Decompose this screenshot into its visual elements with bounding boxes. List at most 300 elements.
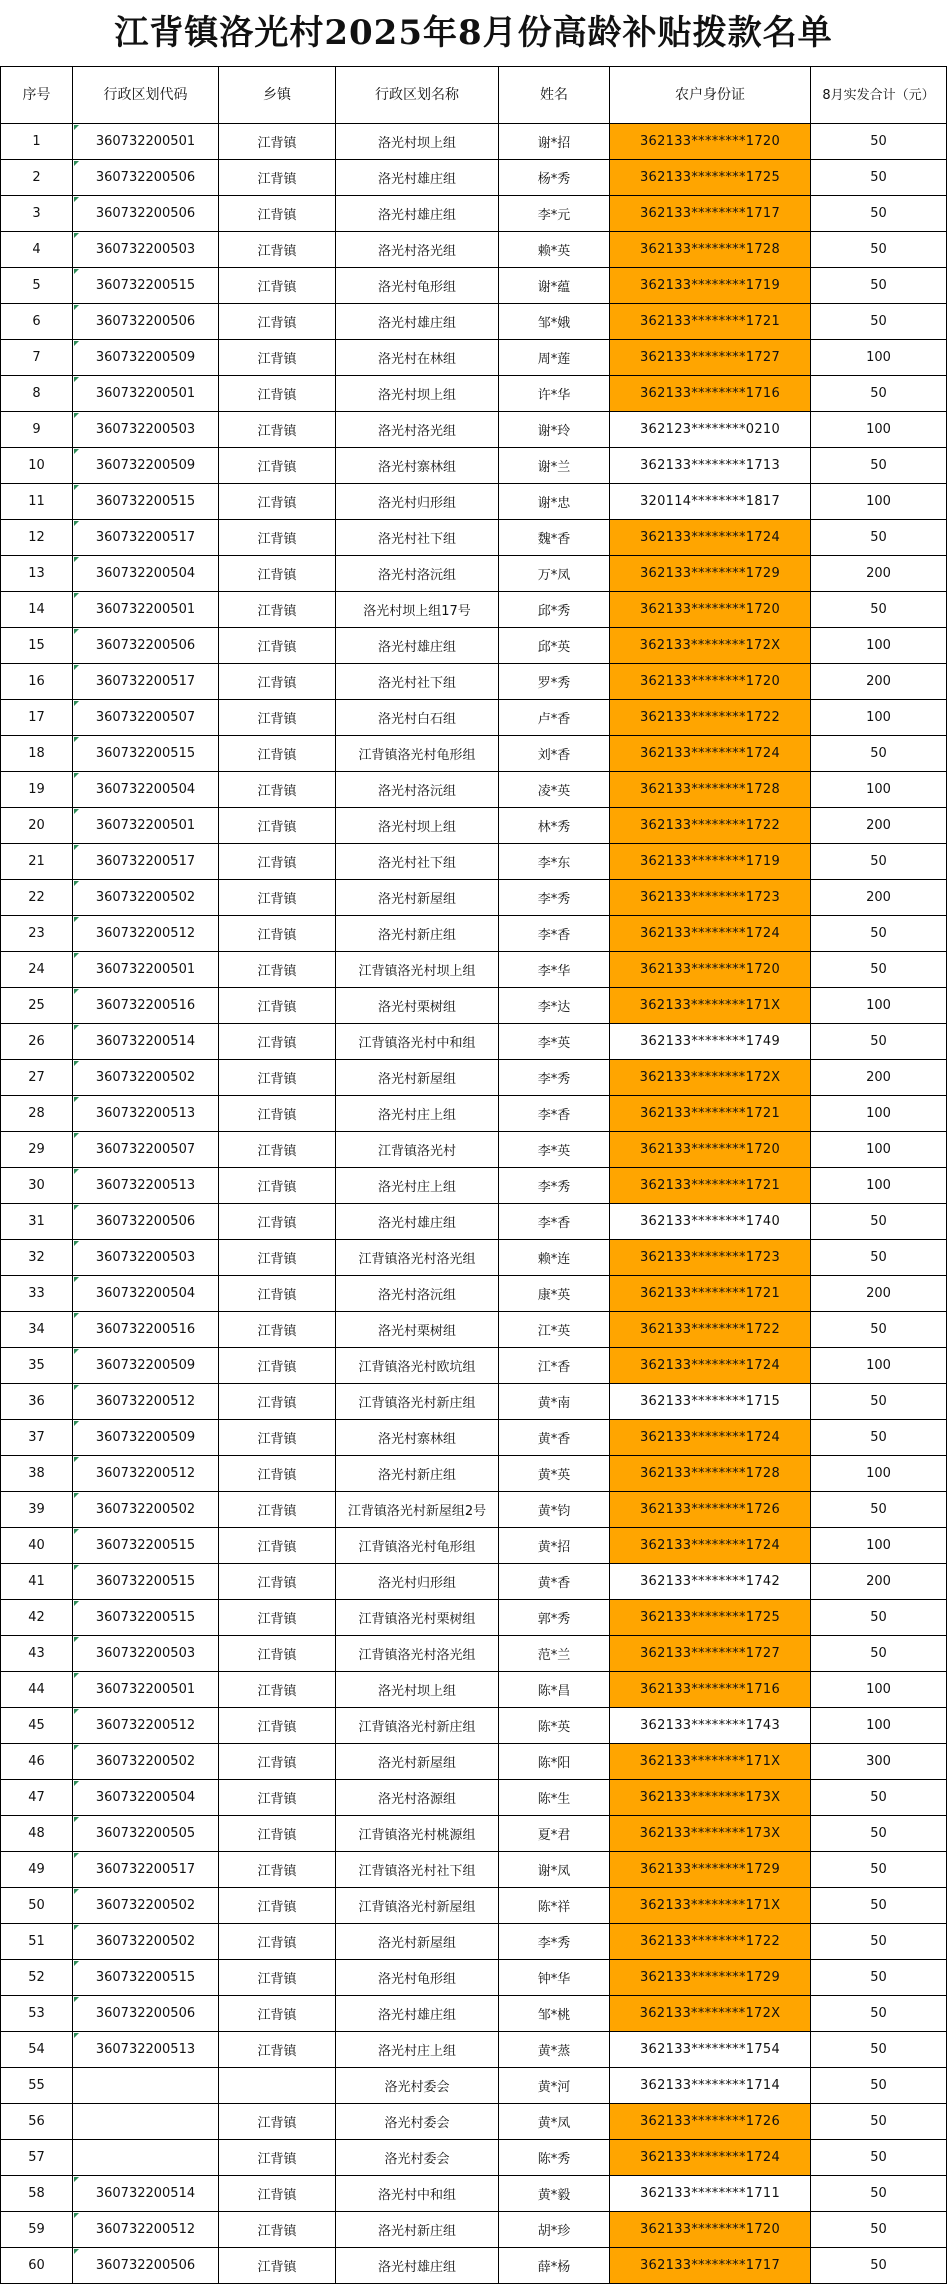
cell-region-name: 洛光村庄上组 <box>336 1168 499 1204</box>
table-row <box>1 1384 947 1420</box>
cell-index: 50 <box>1 1888 73 1924</box>
cell-id-card: 362133********1713 <box>610 448 811 484</box>
table-row <box>1 556 947 592</box>
cell-index: 41 <box>1 1564 73 1600</box>
cell-amount: 50 <box>811 1240 947 1276</box>
header-amount: 8月实发合计（元） <box>811 67 947 124</box>
table-row <box>1 1060 947 1096</box>
cell-town: 江背镇 <box>219 1780 336 1816</box>
cell-region-name: 洛光村洛源组 <box>336 1780 499 1816</box>
cell-name: 陈*阳 <box>499 1744 610 1780</box>
cell-amount: 50 <box>811 376 947 412</box>
cell-amount: 50 <box>811 1600 947 1636</box>
table-row <box>1 376 947 412</box>
table-row <box>1 196 947 232</box>
cell-name: 黄*钧 <box>499 1492 610 1528</box>
cell-region-name: 洛光村庄上组 <box>336 1096 499 1132</box>
cell-amount: 100 <box>811 1096 947 1132</box>
cell-town: 江背镇 <box>219 772 336 808</box>
cell-name: 谢*凤 <box>499 1852 610 1888</box>
cell-town: 江背镇 <box>219 1960 336 1996</box>
cell-id-card: 362133********1728 <box>610 772 811 808</box>
cell-region-name: 江背镇洛光村欧坑组 <box>336 1348 499 1384</box>
cell-index: 40 <box>1 1528 73 1564</box>
cell-name: 谢*招 <box>499 124 610 160</box>
cell-region-name: 洛光村雄庄组 <box>336 160 499 196</box>
cell-region-name: 江背镇洛光村洛光组 <box>336 1240 499 1276</box>
cell-region-code: 360732200515 <box>73 1564 219 1600</box>
header-town: 乡镇 <box>219 67 336 124</box>
cell-name: 范*兰 <box>499 1636 610 1672</box>
cell-id-card: 362133********1726 <box>610 1492 811 1528</box>
table-row <box>1 160 947 196</box>
cell-region-code: 360732200515 <box>73 736 219 772</box>
cell-amount: 50 <box>811 232 947 268</box>
cell-id-card: 362133********173X <box>610 1780 811 1816</box>
cell-region-code <box>73 2104 219 2140</box>
table-row <box>1 1024 947 1060</box>
cell-region-code: 360732200517 <box>73 844 219 880</box>
cell-id-card: 362133********172X <box>610 1060 811 1096</box>
cell-town: 江背镇 <box>219 1204 336 1240</box>
cell-region-name: 洛光村新庄组 <box>336 2212 499 2248</box>
cell-id-card: 362133********1720 <box>610 592 811 628</box>
cell-amount: 100 <box>811 1708 947 1744</box>
cell-index: 4 <box>1 232 73 268</box>
cell-region-code: 360732200503 <box>73 1636 219 1672</box>
cell-id-card: 362133********1719 <box>610 268 811 304</box>
cell-name: 李*华 <box>499 952 610 988</box>
cell-amount: 100 <box>811 1132 947 1168</box>
cell-region-code: 360732200506 <box>73 160 219 196</box>
cell-town: 江背镇 <box>219 1600 336 1636</box>
cell-index: 46 <box>1 1744 73 1780</box>
cell-index: 28 <box>1 1096 73 1132</box>
table-row <box>1 2032 947 2068</box>
table-row <box>1 664 947 700</box>
cell-amount: 50 <box>811 2212 947 2248</box>
table-row <box>1 592 947 628</box>
cell-town: 江背镇 <box>219 1348 336 1384</box>
cell-index: 38 <box>1 1456 73 1492</box>
cell-name: 谢*蕴 <box>499 268 610 304</box>
cell-amount: 200 <box>811 880 947 916</box>
table-row <box>1 1708 947 1744</box>
cell-index: 51 <box>1 1924 73 1960</box>
cell-region-name: 洛光村归形组 <box>336 484 499 520</box>
cell-name: 李*达 <box>499 988 610 1024</box>
cell-region-code: 360732200515 <box>73 268 219 304</box>
cell-id-card: 362133********1721 <box>610 1096 811 1132</box>
cell-region-name: 江背镇洛光村中和组 <box>336 1024 499 1060</box>
cell-name: 黄*毅 <box>499 2176 610 2212</box>
table-row <box>1 1528 947 1564</box>
cell-region-code: 360732200512 <box>73 1456 219 1492</box>
cell-id-card: 362133********1729 <box>610 1852 811 1888</box>
cell-name: 卢*香 <box>499 700 610 736</box>
cell-town: 江背镇 <box>219 1708 336 1744</box>
cell-index: 43 <box>1 1636 73 1672</box>
cell-name: 李*香 <box>499 916 610 952</box>
cell-id-card: 362133********171X <box>610 1744 811 1780</box>
cell-region-code: 360732200515 <box>73 484 219 520</box>
cell-index: 58 <box>1 2176 73 2212</box>
cell-region-code: 360732200501 <box>73 376 219 412</box>
cell-region-name: 洛光村新庄组 <box>336 916 499 952</box>
header-region-name: 行政区划名称 <box>336 67 499 124</box>
cell-name: 黄*香 <box>499 1564 610 1600</box>
cell-index: 29 <box>1 1132 73 1168</box>
cell-region-name: 洛光村庄上组 <box>336 2032 499 2068</box>
cell-index: 48 <box>1 1816 73 1852</box>
table-header <box>1 67 947 124</box>
cell-index: 33 <box>1 1276 73 1312</box>
cell-id-card: 362133********1720 <box>610 2212 811 2248</box>
cell-amount: 200 <box>811 1564 947 1600</box>
cell-amount: 50 <box>811 2248 947 2284</box>
page-title: 江背镇洛光村2025年8月份高龄补贴拨款名单 <box>114 13 833 53</box>
cell-region-name: 洛光村委会 <box>336 2104 499 2140</box>
cell-name: 林*秀 <box>499 808 610 844</box>
table-row <box>1 2104 947 2140</box>
cell-amount: 50 <box>811 1924 947 1960</box>
cell-region-name: 洛光村中和组 <box>336 2176 499 2212</box>
cell-amount: 50 <box>811 2104 947 2140</box>
cell-town: 江背镇 <box>219 736 336 772</box>
cell-index: 13 <box>1 556 73 592</box>
cell-amount: 50 <box>811 520 947 556</box>
cell-town <box>219 2068 336 2104</box>
table-row <box>1 2248 947 2284</box>
cell-id-card: 362133********1728 <box>610 232 811 268</box>
cell-name: 李*元 <box>499 196 610 232</box>
cell-id-card: 362133********1725 <box>610 160 811 196</box>
cell-index: 30 <box>1 1168 73 1204</box>
cell-name: 许*华 <box>499 376 610 412</box>
cell-amount: 50 <box>811 1492 947 1528</box>
cell-id-card: 362133********1722 <box>610 1924 811 1960</box>
cell-town: 江背镇 <box>219 1888 336 1924</box>
cell-id-card: 320114********1817 <box>610 484 811 520</box>
cell-region-name: 洛光村雄庄组 <box>336 304 499 340</box>
cell-name: 江*英 <box>499 1312 610 1348</box>
cell-amount: 50 <box>811 1024 947 1060</box>
cell-amount: 100 <box>811 700 947 736</box>
cell-town: 江背镇 <box>219 1420 336 1456</box>
cell-amount: 50 <box>811 1312 947 1348</box>
cell-index: 3 <box>1 196 73 232</box>
cell-region-code: 360732200507 <box>73 700 219 736</box>
cell-index: 49 <box>1 1852 73 1888</box>
table-row <box>1 1240 947 1276</box>
cell-region-name: 江背镇洛光村社下组 <box>336 1852 499 1888</box>
cell-name: 凌*英 <box>499 772 610 808</box>
cell-region-name: 洛光村坝上组 <box>336 808 499 844</box>
cell-town: 江背镇 <box>219 1060 336 1096</box>
table-row <box>1 2068 947 2104</box>
cell-id-card: 362133********1743 <box>610 1708 811 1744</box>
cell-index: 7 <box>1 340 73 376</box>
cell-amount: 50 <box>811 1204 947 1240</box>
cell-name: 薛*杨 <box>499 2248 610 2284</box>
cell-town: 江背镇 <box>219 1024 336 1060</box>
cell-region-name: 洛光村新屋组 <box>336 880 499 916</box>
cell-name: 魏*香 <box>499 520 610 556</box>
cell-amount: 50 <box>811 2176 947 2212</box>
cell-index: 34 <box>1 1312 73 1348</box>
cell-name: 邹*桃 <box>499 1996 610 2032</box>
cell-name: 谢*兰 <box>499 448 610 484</box>
cell-region-name: 洛光村栗树组 <box>336 988 499 1024</box>
cell-id-card: 362133********1716 <box>610 376 811 412</box>
cell-town: 江背镇 <box>219 988 336 1024</box>
cell-id-card: 362133********1727 <box>610 340 811 376</box>
cell-amount: 100 <box>811 1348 947 1384</box>
cell-town: 江背镇 <box>219 2212 336 2248</box>
cell-id-card: 362133********171X <box>610 988 811 1024</box>
cell-town: 江背镇 <box>219 1492 336 1528</box>
cell-name: 李*英 <box>499 1132 610 1168</box>
table-row <box>1 2176 947 2212</box>
cell-amount: 50 <box>811 124 947 160</box>
cell-id-card: 362133********172X <box>610 1996 811 2032</box>
cell-region-name: 洛光村雄庄组 <box>336 1204 499 1240</box>
cell-id-card: 362133********173X <box>610 1816 811 1852</box>
cell-index: 32 <box>1 1240 73 1276</box>
table-row <box>1 952 947 988</box>
cell-id-card: 362133********1720 <box>610 124 811 160</box>
cell-town: 江背镇 <box>219 376 336 412</box>
cell-town: 江背镇 <box>219 232 336 268</box>
cell-town: 江背镇 <box>219 952 336 988</box>
table-row <box>1 1996 947 2032</box>
cell-name: 黄*南 <box>499 1384 610 1420</box>
cell-index: 44 <box>1 1672 73 1708</box>
cell-index: 24 <box>1 952 73 988</box>
cell-amount: 50 <box>811 592 947 628</box>
cell-town: 江背镇 <box>219 1384 336 1420</box>
cell-index: 35 <box>1 1348 73 1384</box>
cell-region-code: 360732200506 <box>73 2248 219 2284</box>
cell-id-card: 362133********1729 <box>610 556 811 592</box>
cell-region-name: 洛光村坝上组 <box>336 376 499 412</box>
cell-region-name: 洛光村龟形组 <box>336 268 499 304</box>
cell-amount: 100 <box>811 412 947 448</box>
cell-region-code: 360732200501 <box>73 124 219 160</box>
cell-town: 江背镇 <box>219 340 336 376</box>
cell-id-card: 362133********1726 <box>610 2104 811 2140</box>
table-row <box>1 2140 947 2176</box>
cell-amount: 50 <box>811 1636 947 1672</box>
cell-index: 60 <box>1 2248 73 2284</box>
cell-id-card: 362123********0210 <box>610 412 811 448</box>
cell-town: 江背镇 <box>219 1852 336 1888</box>
cell-index: 18 <box>1 736 73 772</box>
cell-town: 江背镇 <box>219 1636 336 1672</box>
cell-town: 江背镇 <box>219 448 336 484</box>
cell-town: 江背镇 <box>219 2104 336 2140</box>
cell-amount: 100 <box>811 772 947 808</box>
cell-town: 江背镇 <box>219 2176 336 2212</box>
cell-region-name: 洛光村新屋组 <box>336 1744 499 1780</box>
cell-region-code: 360732200517 <box>73 664 219 700</box>
cell-amount: 50 <box>811 196 947 232</box>
cell-region-code: 360732200502 <box>73 1888 219 1924</box>
cell-id-card: 362133********1716 <box>610 1672 811 1708</box>
table-row <box>1 1420 947 1456</box>
cell-name: 黄*蒸 <box>499 2032 610 2068</box>
cell-id-card: 362133********1719 <box>610 844 811 880</box>
cell-name: 李*秀 <box>499 880 610 916</box>
cell-id-card: 362133********1724 <box>610 736 811 772</box>
cell-town: 江背镇 <box>219 1672 336 1708</box>
table-row <box>1 1600 947 1636</box>
cell-region-code: 360732200512 <box>73 1708 219 1744</box>
cell-name: 陈*生 <box>499 1780 610 1816</box>
cell-id-card: 362133********1754 <box>610 2032 811 2068</box>
cell-index: 16 <box>1 664 73 700</box>
cell-name: 黄*凤 <box>499 2104 610 2140</box>
cell-region-code: 360732200504 <box>73 772 219 808</box>
cell-region-code: 360732200506 <box>73 1204 219 1240</box>
cell-id-card: 362133********1728 <box>610 1456 811 1492</box>
cell-region-name: 洛光村委会 <box>336 2068 499 2104</box>
cell-town: 江背镇 <box>219 1456 336 1492</box>
table-row <box>1 700 947 736</box>
cell-region-name: 洛光村新屋组 <box>336 1924 499 1960</box>
cell-town: 江背镇 <box>219 880 336 916</box>
cell-name: 邱*英 <box>499 628 610 664</box>
cell-region-code: 360732200506 <box>73 628 219 664</box>
cell-amount: 100 <box>811 484 947 520</box>
cell-id-card: 362133********1721 <box>610 304 811 340</box>
cell-town: 江背镇 <box>219 2248 336 2284</box>
subsidy-table <box>0 66 947 2284</box>
table-row <box>1 1492 947 1528</box>
cell-id-card: 362133********1722 <box>610 808 811 844</box>
cell-region-code: 360732200503 <box>73 412 219 448</box>
cell-region-code: 360732200516 <box>73 988 219 1024</box>
cell-index: 36 <box>1 1384 73 1420</box>
cell-name: 黄*河 <box>499 2068 610 2104</box>
cell-town: 江背镇 <box>219 1996 336 2032</box>
table-row <box>1 340 947 376</box>
cell-amount: 100 <box>811 1168 947 1204</box>
cell-id-card: 362133********1723 <box>610 880 811 916</box>
table-row <box>1 1132 947 1168</box>
table-row <box>1 1780 947 1816</box>
cell-region-code: 360732200505 <box>73 1816 219 1852</box>
cell-region-code: 360732200509 <box>73 448 219 484</box>
cell-town: 江背镇 <box>219 1240 336 1276</box>
cell-town: 江背镇 <box>219 1168 336 1204</box>
cell-amount: 50 <box>811 952 947 988</box>
cell-index: 39 <box>1 1492 73 1528</box>
table-row <box>1 772 947 808</box>
cell-id-card: 362133********1717 <box>610 2248 811 2284</box>
cell-region-name: 洛光村寨林组 <box>336 1420 499 1456</box>
cell-index: 56 <box>1 2104 73 2140</box>
table-row <box>1 1168 947 1204</box>
cell-amount: 50 <box>811 916 947 952</box>
cell-region-code: 360732200503 <box>73 232 219 268</box>
cell-id-card: 362133********1722 <box>610 700 811 736</box>
cell-region-name: 洛光村栗树组 <box>336 1312 499 1348</box>
cell-region-name: 洛光村新屋组 <box>336 1060 499 1096</box>
cell-town: 江背镇 <box>219 628 336 664</box>
cell-region-code: 360732200517 <box>73 1852 219 1888</box>
cell-region-name: 江背镇洛光村新庄组 <box>336 1708 499 1744</box>
cell-index: 26 <box>1 1024 73 1060</box>
cell-town: 江背镇 <box>219 1816 336 1852</box>
cell-region-code: 360732200506 <box>73 304 219 340</box>
cell-index: 20 <box>1 808 73 844</box>
cell-region-code: 360732200501 <box>73 592 219 628</box>
cell-index: 23 <box>1 916 73 952</box>
cell-id-card: 362133********1724 <box>610 520 811 556</box>
cell-id-card: 362133********1717 <box>610 196 811 232</box>
cell-region-code: 360732200506 <box>73 196 219 232</box>
cell-town: 江背镇 <box>219 268 336 304</box>
cell-id-card: 362133********1724 <box>610 2140 811 2176</box>
cell-amount: 50 <box>811 1888 947 1924</box>
table-row <box>1 1276 947 1312</box>
cell-region-code: 360732200516 <box>73 1312 219 1348</box>
cell-name: 郭*秀 <box>499 1600 610 1636</box>
cell-amount: 50 <box>811 1420 947 1456</box>
cell-town: 江背镇 <box>219 664 336 700</box>
cell-amount: 50 <box>811 448 947 484</box>
cell-region-name: 洛光村社下组 <box>336 520 499 556</box>
table-row <box>1 1924 947 1960</box>
cell-region-code: 360732200512 <box>73 916 219 952</box>
cell-index: 21 <box>1 844 73 880</box>
cell-region-name: 江背镇洛光村龟形组 <box>336 1528 499 1564</box>
cell-id-card: 362133********172X <box>610 628 811 664</box>
cell-region-name: 洛光村新庄组 <box>336 1456 499 1492</box>
cell-region-name: 江背镇洛光村新庄组 <box>336 1384 499 1420</box>
table-row <box>1 916 947 952</box>
cell-id-card: 362133********1722 <box>610 1312 811 1348</box>
cell-region-code: 360732200501 <box>73 808 219 844</box>
cell-index: 22 <box>1 880 73 916</box>
table-row <box>1 2212 947 2248</box>
cell-region-code <box>73 2068 219 2104</box>
cell-region-code: 360732200504 <box>73 556 219 592</box>
cell-id-card: 362133********1724 <box>610 916 811 952</box>
cell-index: 11 <box>1 484 73 520</box>
cell-index: 31 <box>1 1204 73 1240</box>
cell-index: 59 <box>1 2212 73 2248</box>
cell-town: 江背镇 <box>219 520 336 556</box>
cell-name: 李*东 <box>499 844 610 880</box>
header-id-card: 农户身份证 <box>610 67 811 124</box>
cell-index: 17 <box>1 700 73 736</box>
cell-amount: 50 <box>811 1996 947 2032</box>
table-row <box>1 304 947 340</box>
cell-region-name: 洛光村雄庄组 <box>336 2248 499 2284</box>
cell-index: 27 <box>1 1060 73 1096</box>
cell-id-card: 362133********1714 <box>610 2068 811 2104</box>
cell-region-code: 360732200514 <box>73 1024 219 1060</box>
table-row <box>1 268 947 304</box>
cell-name: 刘*香 <box>499 736 610 772</box>
cell-town: 江背镇 <box>219 844 336 880</box>
cell-index: 42 <box>1 1600 73 1636</box>
cell-id-card: 362133********1720 <box>610 664 811 700</box>
cell-region-name: 江背镇洛光村龟形组 <box>336 736 499 772</box>
cell-name: 黄*香 <box>499 1420 610 1456</box>
